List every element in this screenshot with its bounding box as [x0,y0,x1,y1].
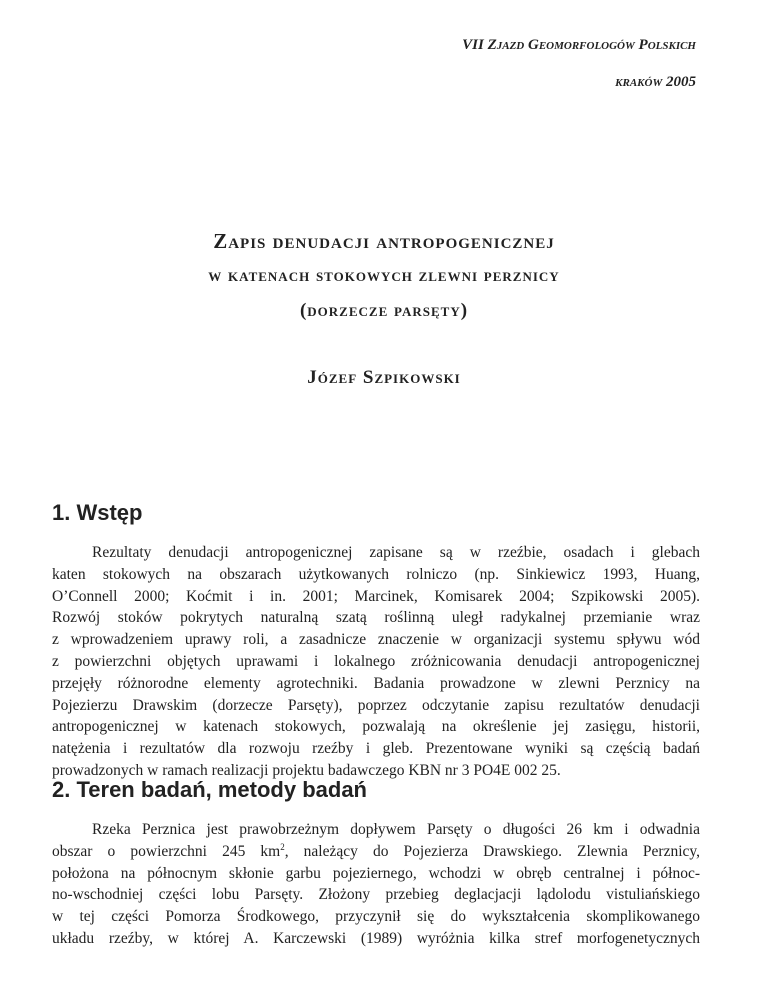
text-line: prowadzonych w ramach realizacji projektu badawczego KBN nr 3 PO4E 002 25. [52,761,561,779]
text-line: natężenia i rezultatów dla rozwoju rzeźby i gleb. Prezentowane wyniki są częścią badań [52,740,700,758]
study-area-paragraph [52,819,700,950]
text-line: O’Connell 2000; Koćmit i in. 2001; Marcinek, Komisarek 2004; Szpikowski 2005). [52,587,700,605]
text-line: Rozwój stoków pokrytych naturalną szatą roślinną uległ radykalnej przemianie wraz [52,609,700,627]
section-heading-study-area-methods: 2. Teren badań, metody badań [52,777,367,802]
text-line: z powierzchni objętych uprawami i lokalnego zróżnicowania denudacji antropogenicznej [52,652,700,670]
text-line: no-wschodniej części lobu Parsęty. Złożony przebieg deglacjacji lądolodu vistuliańskiego [52,886,700,904]
introduction-paragraph [52,542,700,782]
text-line: przejęły różnorodne elementy agrotechniki. Badania prowadzone w zlewni Perznicy na [52,674,700,692]
text-line: położona na północnym skłonie garbu pojeziernego, wchodzi w obręb centralnej i północ- [52,864,700,882]
text-line: antropogenicznej w katenach stokowych, pozwalają na określenie jej zasięgu, historii, [52,718,700,736]
text-fragment: , należący do Pojezierza Drawskiego. Zlewnia Perznicy, [284,842,700,860]
paper-title-line-2: w katenach stokowych zlewni perznicy [208,265,560,286]
conference-header: VII Zjazd Geomorfologów Polskich [462,37,696,53]
text-line: Rzeka Perznica jest prawobrzeżnym dopływem Parsęty o długości 26 km i odwadnia [92,821,700,838]
text-line: z wprowadzeniem uprawy roli, a zasadnicze znaczenie w organizacji systemu spływu wód [52,631,700,649]
author-name: Józef Szpikowski [307,367,461,388]
text-line: w tej części Pomorza Środkowego, przyczynił się do wykształcenia skomplikowanego [52,908,700,926]
text-fragment: obszar o powierzchni 245 km [52,842,281,860]
text-line: Rezultaty denudacji antropogenicznej zapisane są w rzeźbie, osadach i glebach [92,544,700,561]
paper-title-line-1: Zapis denudacji antropogenicznej [213,229,555,253]
text-line: Pojezierzu Drawskim (dorzecze Parsęty), poprzez odczytanie zapisu rezultatów denudacji [52,696,700,714]
paper-title-line-3: (dorzecze parsęty) [299,300,469,321]
section-heading-introduction: 1. Wstęp [52,500,143,525]
text-line-with-superscript [52,841,700,863]
text-line: układu rzeźby, w której A. Karczewski (1989) wyróżnia kilka stref morfogenetycznych [52,929,700,947]
conference-place-year: kraków 2005 [615,74,696,90]
superscript: 2 [280,841,285,852]
text-line: katen stokowych na obszarach użytkowanych rolniczo (np. Sinkiewicz 1993, Huang, [52,565,700,583]
